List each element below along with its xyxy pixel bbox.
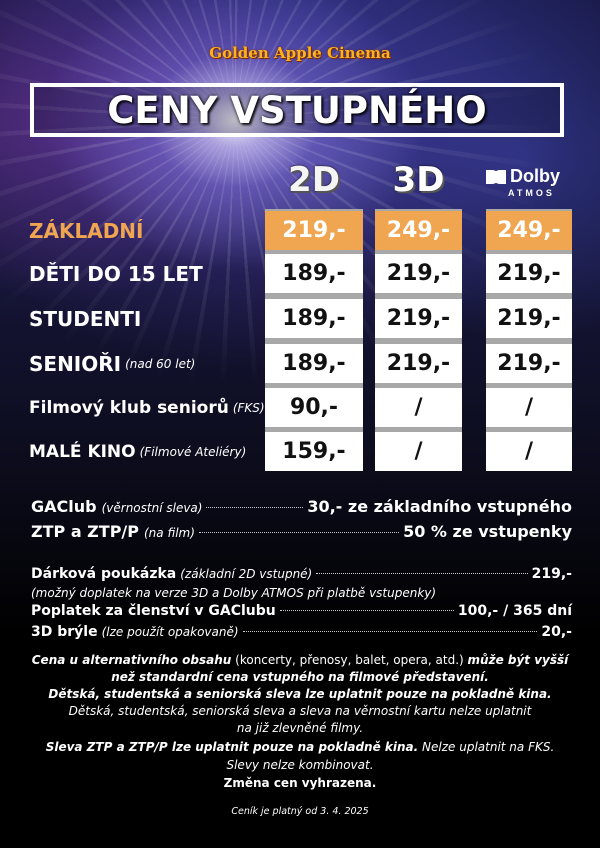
3d-glasses-line xyxy=(31,624,572,640)
membership-fee-line xyxy=(31,603,572,619)
row-note: (Filmové Ateliéry) xyxy=(139,444,247,459)
info-bold: Změna cen vyhrazena. xyxy=(223,776,377,790)
glasses-label: 3D brýle xyxy=(31,624,98,640)
info-text: Nelze uplatnit na FKS. xyxy=(418,740,555,754)
price-dolby: 219,- xyxy=(486,344,572,383)
discount-value: 30,- ze základního vstupného xyxy=(307,497,572,516)
column-header-2d: 2D xyxy=(288,160,340,200)
fee-value: 100,- / 365 dní xyxy=(457,603,572,619)
info-text: na již zlevněné filmy. xyxy=(236,721,364,735)
price-dolby: 249,- xyxy=(486,211,572,250)
discount-line xyxy=(31,522,572,541)
discount-label: ZTP a ZTP/P xyxy=(31,522,139,541)
price-3d: / xyxy=(375,432,462,471)
title-box xyxy=(30,83,564,137)
price-2d: 219,- xyxy=(265,211,363,250)
row-label: MALÉ KINO (Filmové Ateliéry) xyxy=(29,441,247,462)
info-bold: než standardní cena vstupného na filmové představení. xyxy=(111,670,489,684)
info-line xyxy=(0,720,600,737)
price-2d: 90,- xyxy=(265,388,363,427)
gift-value: 219,- xyxy=(531,566,572,582)
info-line xyxy=(0,757,600,774)
discount-value: 50 % ze vstupenky xyxy=(403,522,572,541)
price-dolby: 219,- xyxy=(486,254,572,293)
price-dolby: 219,- xyxy=(486,299,572,338)
dolby-word: Dolby xyxy=(510,166,561,186)
row-note: (nad 60 let) xyxy=(125,356,196,371)
price-3d: 219,- xyxy=(375,299,462,338)
discount-label: GAClub xyxy=(31,497,97,516)
dolby-logo-icon xyxy=(486,170,506,184)
price-dolby: / xyxy=(486,432,572,471)
gift-voucher-line xyxy=(31,566,572,582)
dotted-leader xyxy=(199,532,399,533)
gift-note: (základní 2D vstupné) xyxy=(180,567,313,581)
price-row xyxy=(0,254,600,294)
fee-label: Poplatek za členství v GAClubu xyxy=(31,603,276,619)
price-2d: 189,- xyxy=(265,299,363,338)
row-label: ZÁKLADNÍ xyxy=(29,218,144,243)
discount-note: (věrnostní sleva) xyxy=(101,501,203,515)
price-row xyxy=(0,388,600,428)
info-line xyxy=(0,686,600,703)
page-title: CENY VSTUPNÉHO xyxy=(107,88,487,132)
gift-label: Dárková poukázka xyxy=(31,566,177,582)
info-line xyxy=(0,669,600,686)
info-line xyxy=(0,703,600,720)
price-3d: 249,- xyxy=(375,211,462,250)
price-row xyxy=(0,211,600,251)
dotted-leader xyxy=(243,631,538,632)
info-text: (koncerty, přenosy, balet, opera, atd.) xyxy=(231,653,468,667)
column-header-3d: 3D xyxy=(392,160,445,200)
info-line xyxy=(0,775,600,792)
info-line xyxy=(0,739,600,756)
gift-note-line: (možný doplatek na verze 3D a Dolby ATMOS při platbě vstupenky) xyxy=(31,586,437,600)
cinema-logo: Golden Apple Cinema xyxy=(209,44,391,62)
validity-footer: Ceník je platný od 3. 4. 2025 xyxy=(231,806,369,817)
row-label: Filmový klub seniorů (FKS) xyxy=(29,397,265,418)
glasses-note: (lze použít opakovaně) xyxy=(101,625,239,639)
discount-line xyxy=(31,497,572,516)
price-2d: 189,- xyxy=(265,254,363,293)
dotted-leader xyxy=(280,610,454,611)
glasses-value: 20,- xyxy=(541,624,572,640)
row-label: STUDENTI xyxy=(29,306,142,331)
column-header-dolby-atmos xyxy=(486,166,572,204)
price-2d: 159,- xyxy=(265,432,363,471)
price-row xyxy=(0,299,600,339)
info-bold: Sleva ZTP a ZTP/P lze uplatnit pouze na pokladně kina. xyxy=(45,740,419,754)
dotted-leader xyxy=(206,507,303,508)
info-text: Slevy nelze kombinovat. xyxy=(226,758,374,772)
info-line xyxy=(0,652,600,669)
price-2d: 189,- xyxy=(265,344,363,383)
info-bold: může být vyšší xyxy=(467,653,569,667)
info-bold: Dětská, studentská a seniorská sleva lze uplatnit pouze na pokladně kina. xyxy=(48,687,552,701)
price-row xyxy=(0,344,600,384)
price-dolby: / xyxy=(486,388,572,427)
dolby-atmos-label: ATMOS xyxy=(508,188,555,198)
row-note: (FKS) xyxy=(232,400,265,415)
discount-note: (na film) xyxy=(144,526,195,540)
row-label: SENIOŘI (nad 60 let) xyxy=(29,351,196,376)
row-label: DĚTI DO 15 LET xyxy=(29,261,203,286)
price-3d: / xyxy=(375,388,462,427)
price-row xyxy=(0,432,600,472)
price-3d: 219,- xyxy=(375,254,462,293)
info-bold: Cena u alternativního obsahu xyxy=(31,653,232,667)
info-text: Dětská, studentská, seniorská sleva a sleva na věrnostní kartu nelze uplatnit xyxy=(68,704,532,718)
dotted-leader xyxy=(316,573,527,574)
price-3d: 219,- xyxy=(375,344,462,383)
